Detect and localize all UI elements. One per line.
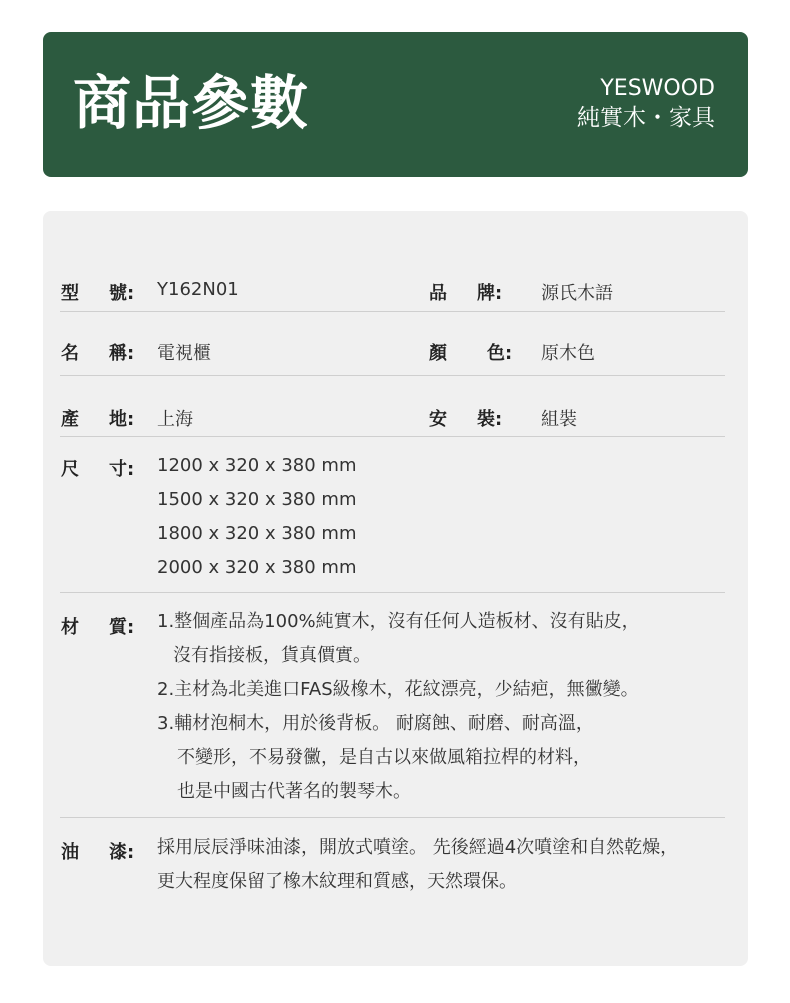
- size-item: 1200 x 320 x 380 mm: [157, 455, 357, 476]
- finish-line: 更大程度保留了橡木紋理和質感，天然環保。: [157, 871, 517, 892]
- install-value: 組裝: [541, 409, 577, 430]
- material-line: 3.輔材泡桐木，用於後背板。 耐腐蝕、耐磨、耐高溫，: [157, 713, 594, 734]
- material-line: 不變形，不易發黴，是自古以來做風箱拉桿的材料，: [177, 747, 591, 768]
- finish-list: [157, 831, 678, 899]
- spec-row-origin-install: 產 地: 上海 安 裝: 組裝: [60, 376, 725, 437]
- spec-panel: [43, 211, 748, 966]
- size-item: 1800 x 320 x 380 mm: [157, 523, 357, 544]
- model-value: Y162N01: [157, 279, 239, 300]
- size-list: [157, 449, 357, 585]
- name-value: 電視櫃: [157, 343, 211, 364]
- spec-row-finish: 油 漆: 採用辰辰淨味油漆，開放式噴塗。 先後經過4次噴塗和自然乾燥， 更大程度保留了橡木紋理和質感，天然環保。: [60, 818, 725, 918]
- brand-block: [577, 76, 715, 134]
- header-banner: [43, 32, 748, 177]
- origin-value: 上海: [157, 409, 193, 430]
- page-title: 商品參數: [73, 69, 310, 137]
- spec-row-name-color: 名 稱: 電視櫃 顏 色: 原木色: [60, 312, 725, 376]
- brand-tagline: 純實木・家具: [577, 105, 715, 131]
- size-item: 1500 x 320 x 380 mm: [157, 489, 357, 510]
- spec-row-material: 材 質: 1.整個產品為100%純實木，沒有任何人造板材、沒有貼皮， 沒有指接板，貨真價實。 2.主材為北美進口FAS級橡木，花紋漂亮，少結疤，無黴變。 3.輔材泡桐木，用於後背板。 耐腐蝕、耐磨、耐高溫， 不變形，不易發黴，是自古以來做風箱拉桿的材料， 也是中國古代著名的製琴木。: [60, 593, 725, 818]
- material-line: 1.整個產品為100%純實木，沒有任何人造板材、沒有貼皮，: [157, 611, 640, 632]
- spec-row-size: 尺 寸: 1200 x 320 x 380 mm 1500 x 320 x 380 mm 1800 x 320 x 380 mm 2000 x 320 x 380 mm: [60, 437, 725, 593]
- material-line: 也是中國古代著名的製琴木。: [177, 781, 411, 802]
- material-list: [157, 605, 640, 809]
- brand-value: 源氏木語: [541, 283, 613, 304]
- brand-name-en: YESWOOD: [600, 76, 715, 101]
- size-item: 2000 x 320 x 380 mm: [157, 557, 357, 578]
- finish-line: 採用辰辰淨味油漆，開放式噴塗。 先後經過4次噴塗和自然乾燥，: [157, 837, 679, 858]
- spec-row-model-brand: 型 號: Y162N01 品 牌: 源氏木語: [60, 271, 725, 312]
- color-value: 原木色: [541, 343, 595, 364]
- material-line: 2.主材為北美進口FAS級橡木，花紋漂亮，少結疤，無黴變。: [157, 679, 639, 700]
- material-line: 沒有指接板，貨真價實。: [173, 645, 371, 666]
